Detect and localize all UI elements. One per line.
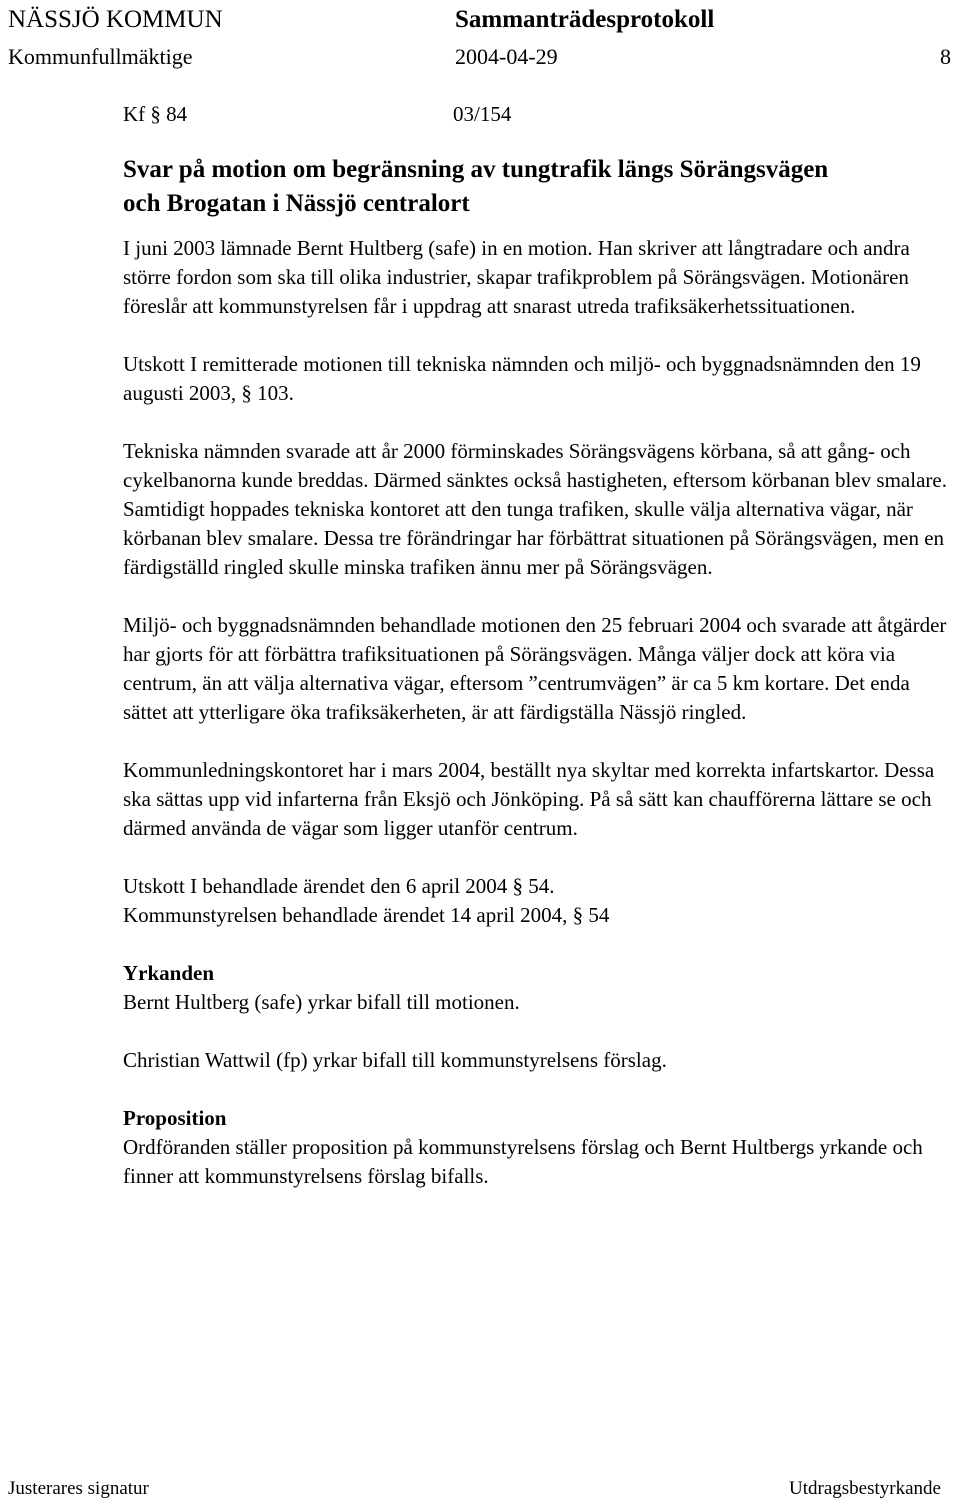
section-heading-yrkanden: Yrkanden: [123, 961, 215, 985]
footer-certification-label: Utdragsbestyrkande: [789, 1478, 941, 1499]
yrkande-item: Bernt Hultberg (safe) yrkar bifall till motionen.: [123, 990, 520, 1014]
diary-number: 03/154: [453, 102, 512, 126]
footer-signature-label: Justerares signatur: [8, 1478, 149, 1499]
paragraph-committee-handling: Utskott I behandlade ärendet den 6 april 2004 § 54.: [123, 874, 555, 898]
proposition-text: Ordföranden ställer proposition på kommunstyrelsens förslag och Bernt Hultbergs yrkande och finner att kommunstyrelsens förslag bifalls.: [123, 1135, 923, 1188]
paragraph-technical-committee: Tekniska nämnden svarade att år 2000 förminskades Sörängsvägens körbana, så att gång- och cykelbanorna kunde breddas. Därmed sänktes också hastigheten, eftersom körbanan blev smalare. Samtidigt hoppades tekniska kontoret att den tunga trafiken, skulle välja alternativa vägar, när körbanan blev smalare. Dessa tre förändringar har förbättrat situationen på Sörängsvägen, men en färdigställd ringled skulle minska trafiken ännu mer på Sörängsvägen.: [123, 439, 947, 579]
header-organization: NÄSSJÖ KOMMUN: [8, 6, 223, 33]
header-document-type: Sammanträdesprotokoll: [455, 6, 715, 33]
document-content: [123, 100, 953, 1220]
paragraph-municipal-office: Kommunledningskontoret har i mars 2004, beställt nya skyltar med korrekta infartskartor. Dessa ska sättas upp vid infarterna från Eksjö och Jönköping. På så sätt kan chaufförerna lättare se och därmed använda de vägar som ligger utanför centrum.: [123, 758, 935, 840]
paragraph-board-handling: Kommunstyrelsen behandlade ärendet 14 april 2004, § 54: [123, 903, 610, 927]
case-reference: [123, 100, 953, 130]
page-number: 8: [940, 44, 951, 69]
yrkande-item: Christian Wattwil (fp) yrkar bifall till kommunstyrelsens förslag.: [123, 1048, 667, 1072]
title-line: Svar på motion om begränsning av tungtrafik längs Sörängsvägen: [123, 156, 829, 183]
section-heading-proposition: Proposition: [123, 1106, 227, 1130]
paragraph-motion: I juni 2003 lämnade Bernt Hultberg (safe) in en motion. Han skriver att långtradare och andra större fordon som ska till olika industrier, skapar trafikproblem på Sörängsvägen. Motionären föreslår att kommunstyrelsen får i uppdrag att snarast utreda trafiksäkerhetssituationen.: [123, 236, 910, 318]
header-body: Kommunfullmäktige: [8, 44, 193, 69]
paragraph-building-committee: Miljö- och byggnadsnämnden behandlade motionen den 25 februari 2004 och svarade att åtgärder har gjorts för att förbättra trafiksituationen på Sörängsvägen. Många väljer dock att köra via centrum, än att välja alternativa vägar, eftersom ”centrumvägen” är ca 5 km kortare. Det enda sättet att ytterligare öka trafiksäkerheten, är att färdigställa Nässjö ringled.: [123, 613, 947, 724]
paragraph-number: Kf § 84: [123, 102, 188, 126]
header-date: 2004-04-29: [455, 44, 558, 69]
page-title: [123, 153, 953, 221]
title-line: och Brogatan i Nässjö centralort: [123, 190, 470, 217]
paragraph-remittance: Utskott I remitterade motionen till tekniska nämnden och miljö- och byggnadsnämnden den 19 augusti 2003, § 103.: [123, 352, 921, 405]
